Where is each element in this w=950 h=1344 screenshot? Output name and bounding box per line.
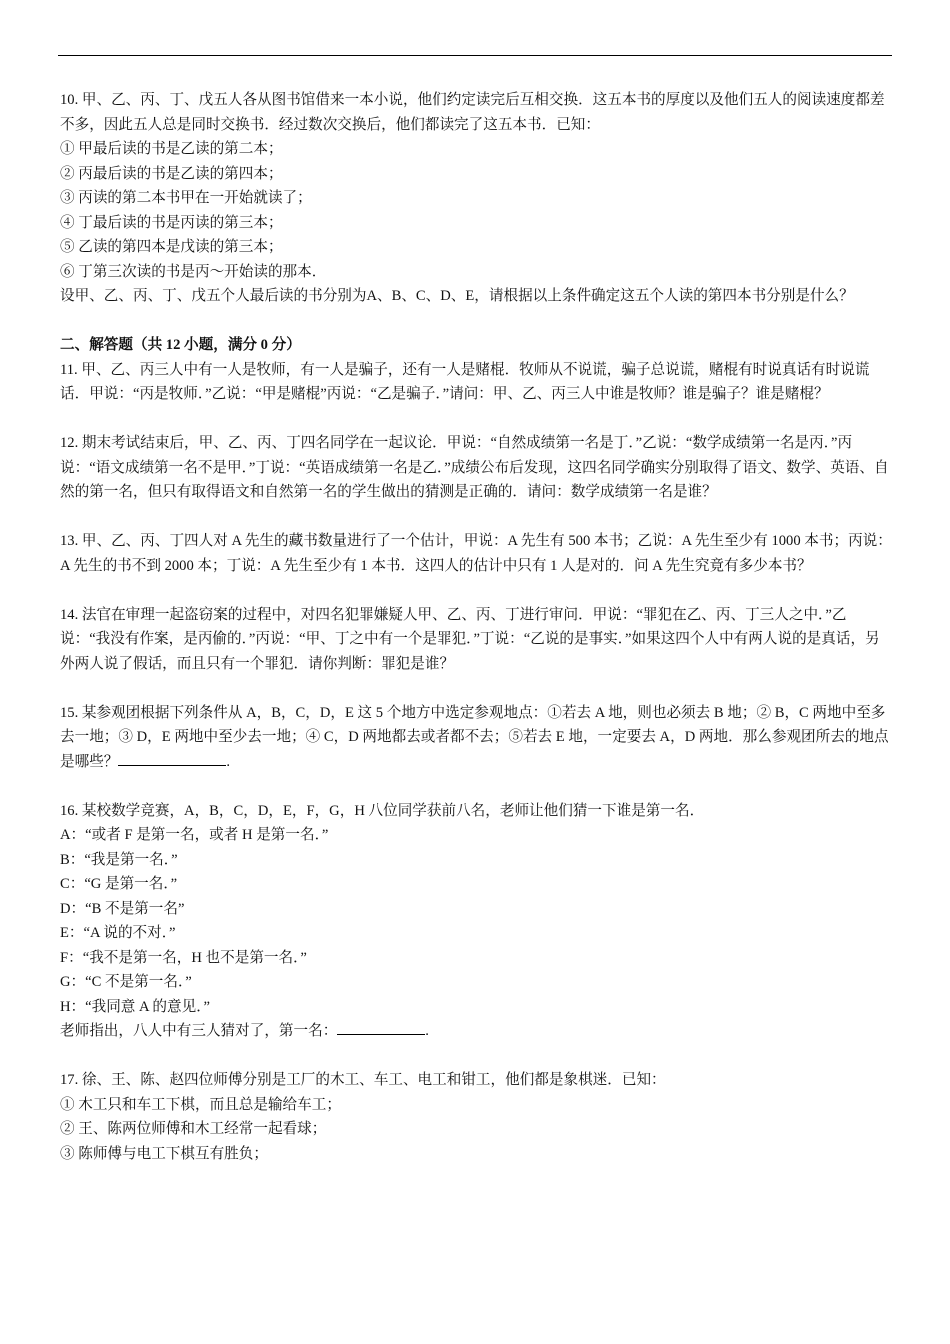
question-16 bbox=[60, 799, 892, 1044]
q16-statement: D：“B 不是第一名” bbox=[60, 900, 185, 917]
question-12 bbox=[60, 431, 892, 505]
q15-body: 15. 某参观团根据下列条件从 A，B，C，D，E 这 5 个地方中选定参观地点：①若去 A 地，则也必须去 B 地；② B，C 两地中至多去一地；③ D，E 两地中至少去一地；④ C，D 两地都去或者都不去；⑤若去 E 地，一定要去 A，D 两地．那么参观团所去的地点是哪些？ bbox=[60, 704, 889, 770]
q16-statement: G：“C 不是第一名．” bbox=[60, 974, 192, 990]
section-heading: 二、解答题（共 12 小题，满分 0 分） bbox=[60, 337, 301, 353]
q15-end: . bbox=[226, 753, 231, 770]
q13-text: 13. 甲、乙、丙、丁四人对 A 先生的藏书数量进行了一个估计，甲说：A 先生有 500 本书；乙说：A 先生至少有 1000 本书；丙说：A 先生的书不到 2000 本；丁说：A 先生至少有 1 本书．这四人的估计中只有 1 人是对的．问 A 先生究竟有多少本书？ bbox=[60, 533, 892, 574]
q17-condition: ② 王、陈两位师傅和木工经常一起看球； bbox=[60, 1121, 327, 1137]
q17-condition: ③ 陈师傅与电工下棋互有胜负； bbox=[60, 1145, 268, 1162]
q12-text: 12. 期末考试结束后，甲、乙、丙、丁四名同学在一起议论．甲说：“自然成绩第一名是丁．”乙说：“数学成绩第一名是丙．”丙说：“语文成绩第一名不是甲．”丁说：“英语成绩第一名是乙．”成绩公布后发现，这四名同学确实分别取得了语文、数学、英语、自然的第一名，但只有取得语文和自然第一名的学生做出的猜测是正确的．请问：数学成绩第一名是谁？ bbox=[60, 435, 889, 500]
q10-condition: ⑤ 乙读的第四本是戊读的第三本； bbox=[60, 239, 283, 255]
q10-condition: ④ 丁最后读的书是丙读的第三本； bbox=[60, 214, 283, 231]
q17-stem: 17. 徐、王、陈、赵四位师傅分别是工厂的木工、车工、电工和钳工，他们都是象棋迷．已知： bbox=[60, 1072, 666, 1088]
q16-statement: H：“我同意 A 的意见．” bbox=[60, 998, 210, 1015]
q10-condition: ② 丙最后读的书是乙读的第四本； bbox=[60, 165, 283, 182]
q10-stem: 10. 甲、乙、丙、丁、戊五人各从图书馆借来一本小说，他们约定读完后互相交换．这五本书的厚度以及他们五人的阅读速度都差不多，因此五人总是同时交换书．经过数次交换后，他们都读完了这五本书．已知： bbox=[60, 92, 885, 133]
q16-statement: C：“G 是第一名．” bbox=[60, 876, 178, 892]
q16-end: . bbox=[425, 1023, 429, 1039]
q10-condition: ③ 丙读的第二本书甲在一开始就读了； bbox=[60, 190, 312, 206]
question-15 bbox=[60, 701, 892, 775]
q16-final-text: 老师指出，八人中有三人猜对了，第一名： bbox=[60, 1023, 338, 1039]
answer-blank bbox=[337, 1019, 425, 1035]
q16-statement: F：“我不是第一名，H 也不是第一名．” bbox=[60, 949, 307, 966]
q14-text: 14. 法官在审理一起盗窃案的过程中，对四名犯罪嫌疑人甲、乙、丙、丁进行审问．甲说：“罪犯在乙、丙、丁三人之中．”乙说：“我没有作案，是丙偷的．”丙说：“甲、丁之中有一个是罪犯．”丁说：“乙说的是事实．”如果这四个人中有两人说的是真话，另外两人说了假话，而且只有一个罪犯．请你判断：罪犯是谁？ bbox=[60, 606, 880, 672]
question-13 bbox=[60, 529, 892, 578]
question-17 bbox=[60, 1068, 892, 1166]
answer-blank bbox=[118, 750, 226, 766]
q16-stem: 16. 某校数学竞赛，A，B，C，D，E，F，G，H 八位同学获前八名，老师让他们猜一下谁是第一名． bbox=[60, 802, 705, 819]
question-14 bbox=[60, 603, 892, 677]
header-rule bbox=[58, 55, 892, 56]
q10-condition: ① 甲最后读的书是乙读的第二本； bbox=[60, 141, 283, 157]
question-10 bbox=[60, 88, 892, 309]
question-11 bbox=[60, 358, 892, 407]
q11-text: 11. 甲、乙、丙三人中有一人是牧师，有一人是骗子，还有一人是赌棍．牧师从不说谎，骗子总说谎，赌棍有时说真话有时说谎话．甲说：“丙是牧师．”乙说：“甲是赌棍”丙说：“乙是骗子．”请问：甲、乙、丙三人中谁是牧师？谁是骗子？谁是赌棍？ bbox=[60, 361, 870, 402]
q15-text bbox=[60, 701, 892, 775]
q10-question: 设甲、乙、丙、丁、戊五个人最后读的书分别为A、B、C、D、E，请根据以上条件确定这五个人读的第四本书分别是什么？ bbox=[60, 288, 854, 304]
q10-condition: ⑥ 丁第三次读的书是丙～开始读的那本． bbox=[60, 263, 327, 280]
q16-statement: B：“我是第一名．” bbox=[60, 851, 178, 868]
q17-condition: ① 木工只和车工下棋，而且总是输给车工； bbox=[60, 1096, 341, 1113]
document-body bbox=[60, 88, 892, 1166]
q16-final bbox=[60, 1019, 892, 1044]
q16-statement: A：“或者 F 是第一名，或者 H 是第一名．” bbox=[60, 827, 329, 843]
q16-statement: E：“A 说的不对．” bbox=[60, 925, 176, 941]
